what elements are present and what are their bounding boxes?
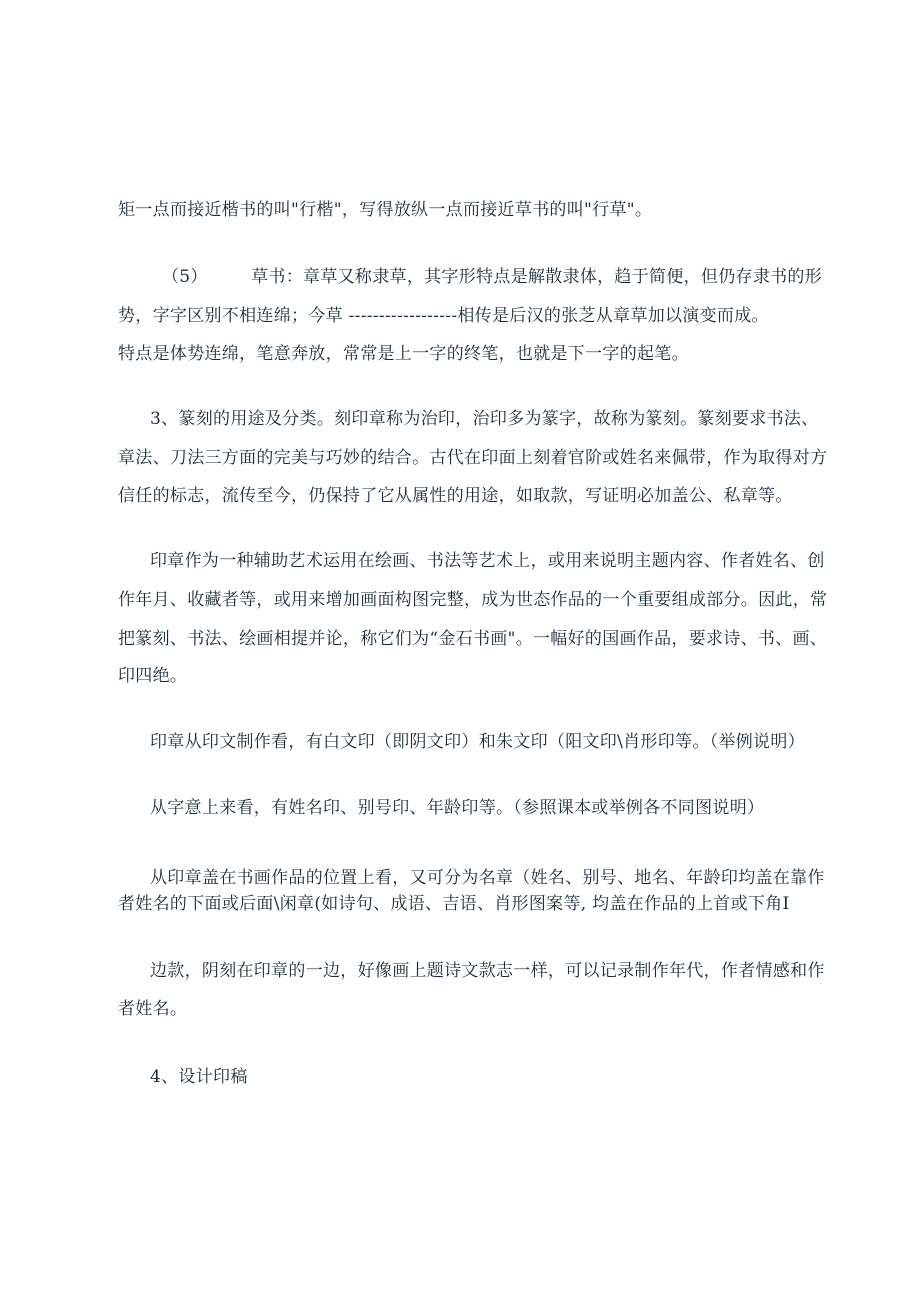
text-line: 印四绝。 bbox=[118, 666, 188, 686]
text-line: （5） 草书：章草又称隶草，其字形特点是解散隶体，趋于简便，但仍存隶书的形 bbox=[162, 267, 823, 287]
text-line: 从印章盖在书画作品的位置上看，又可分为名章（姓名、别号、地名、年龄印均盖在靠作 bbox=[150, 868, 825, 888]
text-line: 特点是体势连绵，笔意奔放，常常是上一字的终笔，也就是下一字的起笔。 bbox=[118, 344, 689, 364]
text-line: 3、篆刻的用途及分类。刻印章称为治印，治印多为篆字，故称为篆刻。篆刻要求书法、 bbox=[150, 409, 819, 429]
text-line: 边款，阴刻在印章的一边，好像画上题诗文款志一样，可以记录制作年代，作者情感和作 bbox=[150, 961, 825, 981]
text-line: 者姓名。 bbox=[118, 999, 188, 1019]
text-line: 印章作为一种辅助艺术运用在绘画、书法等艺术上，或用来说明主题内容、作者姓名、创 bbox=[150, 551, 825, 571]
text-line: 印章从印文制作看，有白文印（即阴文印）和朱文印（阳文印\肖形印等。（举例说明） bbox=[150, 732, 805, 752]
text-line: 从字意上来看，有姓名印、别号印、年龄印等。（参照课本或举例各不同图说明） bbox=[150, 798, 765, 818]
text-line: 矩一点而接近楷书的叫"行楷"，写得放纵一点而接近草书的叫"行草"。 bbox=[118, 200, 653, 220]
text-line: 章法、刀法三方面的完美与巧妙的结合。古代在印面上刻着官阶或姓名来佩带，作为取得对方 bbox=[118, 448, 828, 468]
text-line: 作年月、收藏者等，或用来增加画面构图完整，成为世态作品的一个重要组成部分。因此，常 bbox=[118, 590, 828, 610]
text-line: 势，字字区别不相连绵；今草 ------------------相传是后汉的张芝从章草加以演变而成。 bbox=[118, 306, 769, 326]
text-line: 4、设计印稿 bbox=[150, 1067, 248, 1087]
text-line: 信任的标志，流传至今，仍保持了它从属性的用途，如取款，写证明必加盖公、私章等。 bbox=[118, 486, 793, 506]
text-line: 把篆刻、书法、绘画相提并论，称它们为“金石书画"。一幅好的国画作品，要求诗、书、画、 bbox=[118, 629, 828, 649]
text-line: 者姓名的下面或后面\闲章(如诗句、成语、吉语、肖形图案等, 均盖在作品的上首或下角Ⅰ bbox=[118, 894, 790, 914]
